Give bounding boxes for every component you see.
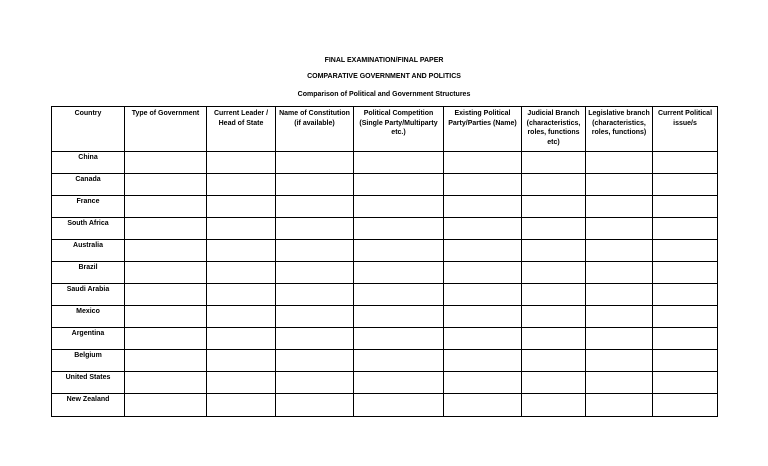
- blank-cell: [354, 174, 444, 196]
- blank-cell: [586, 394, 653, 417]
- blank-cell: [207, 152, 276, 174]
- blank-cell: [276, 174, 354, 196]
- table-row: [52, 196, 718, 218]
- blank-cell: [354, 372, 444, 394]
- blank-cell: [444, 240, 522, 262]
- blank-cell: [354, 240, 444, 262]
- blank-cell: [444, 262, 522, 284]
- blank-cell: [522, 394, 586, 417]
- blank-cell: [586, 240, 653, 262]
- blank-cell: [586, 262, 653, 284]
- country-name: Australia: [52, 240, 125, 262]
- blank-cell: [653, 262, 718, 284]
- table-title: Comparison of Political and Government Structures: [297, 91, 471, 98]
- blank-cell: [522, 218, 586, 240]
- blank-cell: [653, 372, 718, 394]
- blank-cell: [207, 328, 276, 350]
- blank-cell: [125, 394, 207, 417]
- blank-cell: [522, 372, 586, 394]
- blank-cell: [586, 372, 653, 394]
- blank-cell: [125, 262, 207, 284]
- country-name: Argentina: [52, 328, 125, 350]
- country-name: United States: [52, 372, 125, 394]
- blank-cell: [586, 284, 653, 306]
- blank-cell: [276, 328, 354, 350]
- blank-cell: [207, 350, 276, 372]
- country-name: Mexico: [52, 306, 125, 328]
- col-header-country: Country: [52, 107, 125, 152]
- blank-cell: [444, 174, 522, 196]
- table-row: [52, 152, 718, 174]
- table-row: [52, 372, 718, 394]
- blank-cell: [653, 152, 718, 174]
- blank-cell: [276, 218, 354, 240]
- blank-cell: [444, 284, 522, 306]
- blank-cell: [444, 394, 522, 417]
- blank-cell: [354, 262, 444, 284]
- blank-cell: [354, 218, 444, 240]
- blank-cell: [653, 394, 718, 417]
- country-name: Belgium: [52, 350, 125, 372]
- blank-cell: [522, 174, 586, 196]
- blank-cell: [276, 350, 354, 372]
- country-name: China: [52, 152, 125, 174]
- blank-cell: [444, 196, 522, 218]
- blank-cell: [207, 284, 276, 306]
- blank-cell: [444, 350, 522, 372]
- col-header-legislative-branch: Legislative branch (characteristics, roles, functions): [586, 107, 653, 152]
- table-row: [52, 284, 718, 306]
- blank-cell: [444, 372, 522, 394]
- blank-cell: [522, 262, 586, 284]
- blank-cell: [207, 306, 276, 328]
- blank-cell: [586, 174, 653, 196]
- blank-cell: [522, 240, 586, 262]
- country-name: France: [52, 196, 125, 218]
- country-name: New Zealand: [52, 394, 125, 417]
- table-row: [52, 174, 718, 196]
- blank-cell: [354, 350, 444, 372]
- blank-cell: [125, 328, 207, 350]
- blank-cell: [125, 240, 207, 262]
- header-row: [52, 107, 718, 152]
- country-name: Canada: [52, 174, 125, 196]
- table-row: [52, 328, 718, 350]
- blank-cell: [586, 306, 653, 328]
- blank-cell: [354, 328, 444, 350]
- country-name: Saudi Arabia: [52, 284, 125, 306]
- blank-cell: [653, 218, 718, 240]
- blank-cell: [207, 218, 276, 240]
- blank-cell: [522, 328, 586, 350]
- blank-cell: [522, 350, 586, 372]
- blank-cell: [207, 240, 276, 262]
- col-header-political-parties: Existing Political Party/Parties (Name): [444, 107, 522, 152]
- course-title: COMPARATIVE GOVERNMENT AND POLITICS: [307, 73, 461, 80]
- country-name: South Africa: [52, 218, 125, 240]
- blank-cell: [276, 306, 354, 328]
- blank-cell: [586, 350, 653, 372]
- blank-cell: [207, 262, 276, 284]
- blank-cell: [354, 306, 444, 328]
- blank-cell: [354, 152, 444, 174]
- blank-cell: [207, 372, 276, 394]
- table-row: [52, 306, 718, 328]
- blank-cell: [207, 174, 276, 196]
- blank-cell: [653, 284, 718, 306]
- blank-cell: [522, 284, 586, 306]
- blank-cell: [125, 284, 207, 306]
- blank-cell: [207, 394, 276, 417]
- blank-cell: [653, 196, 718, 218]
- table-row: [52, 218, 718, 240]
- blank-cell: [276, 152, 354, 174]
- blank-cell: [653, 328, 718, 350]
- blank-cell: [207, 196, 276, 218]
- table-row: [52, 394, 718, 417]
- blank-cell: [354, 284, 444, 306]
- blank-cell: [276, 262, 354, 284]
- exam-title: FINAL EXAMINATION/FINAL PAPER: [324, 57, 444, 64]
- col-header-political-issues: Current Political issue/s: [653, 107, 718, 152]
- col-header-leader: Current Leader / Head of State: [207, 107, 276, 152]
- comparison-table: [51, 106, 718, 417]
- blank-cell: [586, 218, 653, 240]
- blank-cell: [125, 306, 207, 328]
- blank-cell: [444, 306, 522, 328]
- blank-cell: [444, 218, 522, 240]
- blank-cell: [125, 218, 207, 240]
- blank-cell: [586, 328, 653, 350]
- col-header-political-competition: Political Competition (Single Party/Multiparty etc.): [354, 107, 444, 152]
- blank-cell: [653, 350, 718, 372]
- blank-cell: [586, 152, 653, 174]
- blank-cell: [125, 174, 207, 196]
- blank-cell: [125, 350, 207, 372]
- blank-cell: [653, 306, 718, 328]
- table-row: [52, 262, 718, 284]
- blank-cell: [586, 196, 653, 218]
- blank-cell: [276, 240, 354, 262]
- table-row: [52, 350, 718, 372]
- table-row: [52, 240, 718, 262]
- col-header-constitution: Name of Constitution (if available): [276, 107, 354, 152]
- blank-cell: [444, 152, 522, 174]
- blank-cell: [276, 372, 354, 394]
- blank-cell: [354, 196, 444, 218]
- blank-cell: [522, 152, 586, 174]
- blank-cell: [522, 196, 586, 218]
- blank-cell: [276, 196, 354, 218]
- blank-cell: [653, 174, 718, 196]
- blank-cell: [125, 372, 207, 394]
- blank-cell: [354, 394, 444, 417]
- col-header-government-type: Type of Government: [125, 107, 207, 152]
- blank-cell: [444, 328, 522, 350]
- blank-cell: [653, 240, 718, 262]
- col-header-judicial-branch: Judicial Branch (characteristics, roles, functions etc): [522, 107, 586, 152]
- country-name: Brazil: [52, 262, 125, 284]
- blank-cell: [276, 284, 354, 306]
- blank-cell: [125, 152, 207, 174]
- blank-cell: [522, 306, 586, 328]
- blank-cell: [125, 196, 207, 218]
- blank-cell: [276, 394, 354, 417]
